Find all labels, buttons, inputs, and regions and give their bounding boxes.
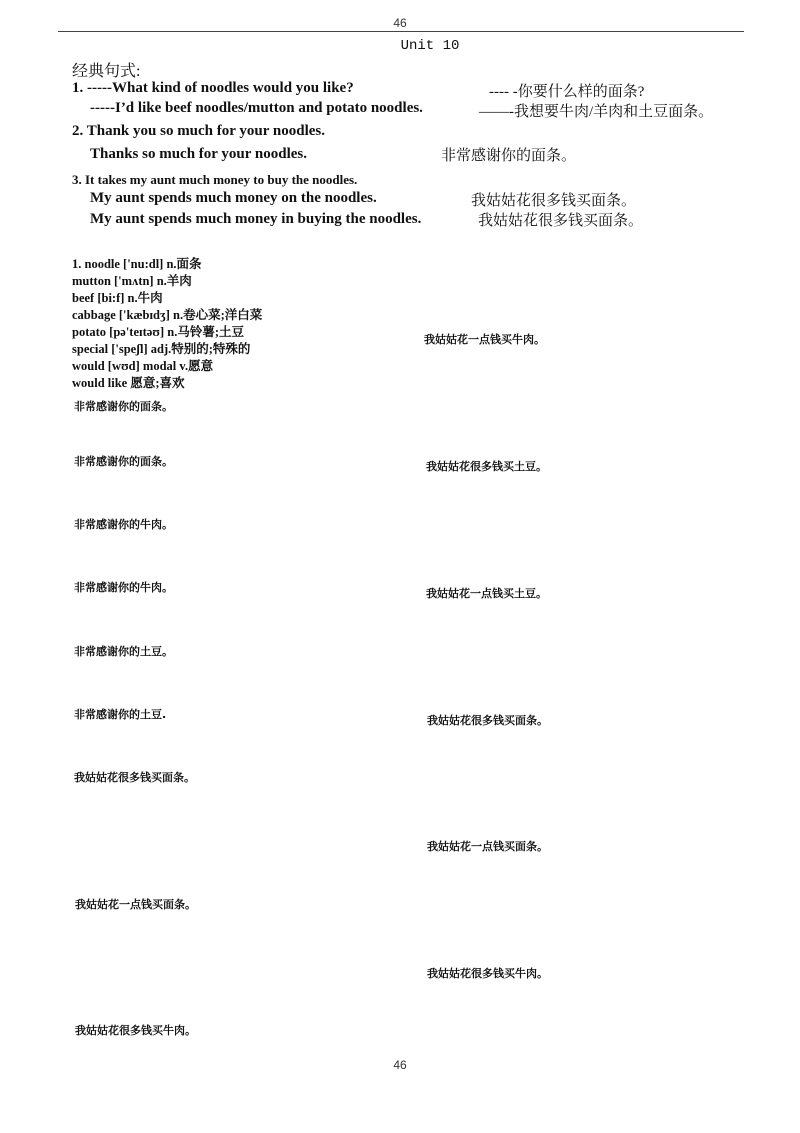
practice-left-item: 我姑姑花一点钱买面条。 [75,898,196,911]
vocab-list [72,256,262,392]
unit-title: Unit 10 [400,38,460,54]
vocab-item: mutton ['mʌtn] n.羊肉 [72,274,192,288]
sentence-2-en: 2. Thank you so much for your noodles. [72,123,325,139]
vocab-item: cabbage ['kæbɪdʒ] n.卷心菜;洋白菜 [72,308,263,322]
practice-left-item: 非常感谢你的土豆。 [74,645,173,658]
practice-right-item: 我姑姑花很多钱买土豆。 [426,460,547,473]
practice-left-item: 非常感谢你的面条。 [74,455,173,468]
vocab-item: 1. noodle ['nu:dl] n.面条 [72,257,202,271]
practice-right-item: 我姑姑花很多钱买牛肉。 [427,967,548,980]
practice-left-item: 我姑姑花很多钱买面条。 [74,771,195,784]
header-page-number: 46 [393,16,407,30]
practice-left-item: 非常感谢你的面条。 [74,400,173,413]
practice-right-item: 我姑姑花很多钱买面条。 [427,714,548,727]
vocab-item: would like 愿意;喜欢 [72,376,185,390]
sentence-1b-cn: ——-我想要牛肉/羊肉和土豆面条。 [479,104,714,120]
vocab-item: special ['speʃl] adj.特别的;特殊的 [72,342,251,356]
practice-left-item: 非常感谢你的牛肉。 [74,518,173,531]
vocab-item: potato [pə'teɪtəʊ] n.马铃薯;土豆 [72,325,245,339]
sentence-1-cn: ---- -你要什么样的面条? [489,84,645,100]
sentence-1b-en: -----I’d like beef noodles/mutton and potato noodles. [90,100,423,116]
vocab-item: would [wʊd] modal v.愿意 [72,359,214,373]
sentence-1-en: 1. -----What kind of noodles would you like? [72,80,354,96]
sentence-3b-en: My aunt spends much money on the noodles. [90,190,377,206]
sentence-3c-en: My aunt spends much money in buying the noodles. [90,211,422,227]
vocab-item: beef [bi:f] n.牛肉 [72,291,163,305]
sentence-3-en: 3. It takes my aunt much money to buy the noodles. [72,172,358,187]
practice-left-item: 非常感谢你的牛肉。 [74,581,173,594]
practice-right-item: 我姑姑花一点钱买面条。 [427,840,548,853]
header-rule [58,31,744,32]
practice-right-item: 我姑姑花一点钱买土豆。 [426,587,547,600]
practice-right-item: 我姑姑花一点钱买牛肉。 [424,333,545,346]
sentence-2-cn: 非常感谢你的面条。 [441,148,577,164]
practice-left-item: 我姑姑花很多钱买牛肉。 [75,1024,196,1037]
sentence-3b-cn: 我姑姑花很多钱买面条。 [471,193,637,209]
footer-page-number: 46 [393,1058,407,1072]
practice-left-item: 非常感谢你的土豆. [74,708,167,721]
section-title: 经典句式: [72,63,141,80]
sentence-3c-cn: 我姑姑花很多钱买面条。 [478,213,644,229]
sentence-2b-en: Thanks so much for your noodles. [90,146,308,162]
